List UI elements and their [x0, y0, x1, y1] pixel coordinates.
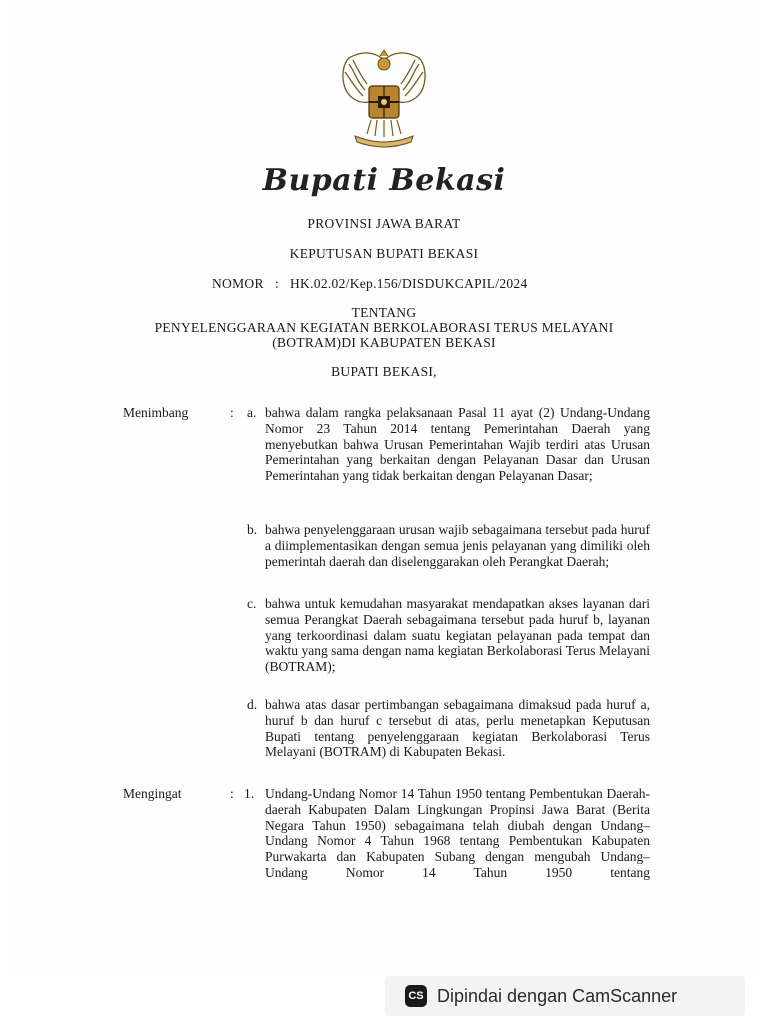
nomor-label: NOMOR [212, 276, 264, 291]
nomor-separator: : [275, 276, 280, 291]
menimbang-item-b: bahwa penyelenggaraan urusan wajib sebagaimana tersebut pada huruf a diimplementasikan dengan semua jenis pelayanan yang dimiliki oleh pemerintah daerah dan diselenggarakan oleh Perangkat Daerah; [265, 522, 650, 569]
menimbang-item-d-marker: d. [247, 697, 258, 712]
menimbang-item-c-marker: c. [247, 596, 257, 611]
mengingat-colon: : [230, 786, 234, 801]
subject-line-1: PENYELENGGARAAN KEGIATAN BERKOLABORASI TERUS MELAYANI [154, 320, 614, 335]
garuda-emblem-icon [335, 42, 433, 152]
mengingat-item-1-marker: 1. [244, 786, 255, 801]
camscanner-watermark [385, 976, 745, 1016]
camscanner-label: Dipindai dengan CamScanner [437, 985, 678, 1006]
menimbang-item-a: bahwa dalam rangka pelaksanaan Pasal 11 ayat (2) Undang-Undang Nomor 23 Tahun 2014 tentang Pemerintahan Daerah yang menyebutkan bahwa Urusan Pemerintahan Wajib terdiri atas Urusan Pemerintahan yang berkaitan dengan Pelayanan Dasar dan Urusan Pemerintahan yang tidak berkaitan dengan Pelayanan Dasar; [265, 405, 650, 484]
menimbang-item-d: bahwa atas dasar pertimbangan sebagaimana dimaksud pada huruf a, huruf b dan huruf c tersebut di atas, perlu menetapkan Keputusan Bupati tentang penyelenggaraan kegiatan Berkolaborasi Terus Melayani (BOTRAM) di Kabupaten Bekasi. [265, 697, 650, 760]
regent-title-script: Bupati Bekasi [262, 163, 506, 198]
menimbang-label: Menimbang [123, 405, 189, 420]
menimbang-item-c: bahwa untuk kemudahan masyarakat mendapatkan akses layanan dari semua Perangkat Daerah sebagaimana tersebut pada huruf b, layanan yang terkoordinasi dalam suatu kegiatan pelayanan pada tempat dan waktu yang sama dengan nama kegiatan Berkolaborasi Terus Melayani (BOTRAM); [265, 596, 650, 675]
tentang-heading: TENTANG [351, 305, 417, 320]
province-line: PROVINSI JAWA BARAT [307, 216, 461, 231]
mengingat-item-1: Undang-Undang Nomor 14 Tahun 1950 tentang Pembentukan Daerah-daerah Kabupaten Dalam Lingkungan Propinsi Jawa Barat (Berita Negara Tahun 1950) sebagaimana telah diubah dengan Undang–Undang Nomor 4 Tahun 1968 tentang Pembentukan Kabupaten Purwakarta dan Kabupaten Subang dengan mengubah Undang–Undang Nomor 14 Tahun 1950 tentang [265, 786, 650, 880]
decree-title: KEPUTUSAN BUPATI BEKASI [289, 246, 479, 261]
mengingat-label: Mengingat [123, 786, 182, 801]
subject-line-2: (BOTRAM)DI KABUPATEN BEKASI [272, 335, 496, 350]
camscanner-logo-icon: CS [405, 985, 427, 1007]
menimbang-colon: : [230, 405, 234, 420]
menimbang-item-a-marker: a. [247, 405, 257, 420]
issuer-line: BUPATI BEKASI, [331, 364, 437, 379]
menimbang-item-b-marker: b. [247, 522, 258, 537]
nomor-value: HK.02.02/Kep.156/DISDUKCAPIL/2024 [290, 276, 528, 291]
